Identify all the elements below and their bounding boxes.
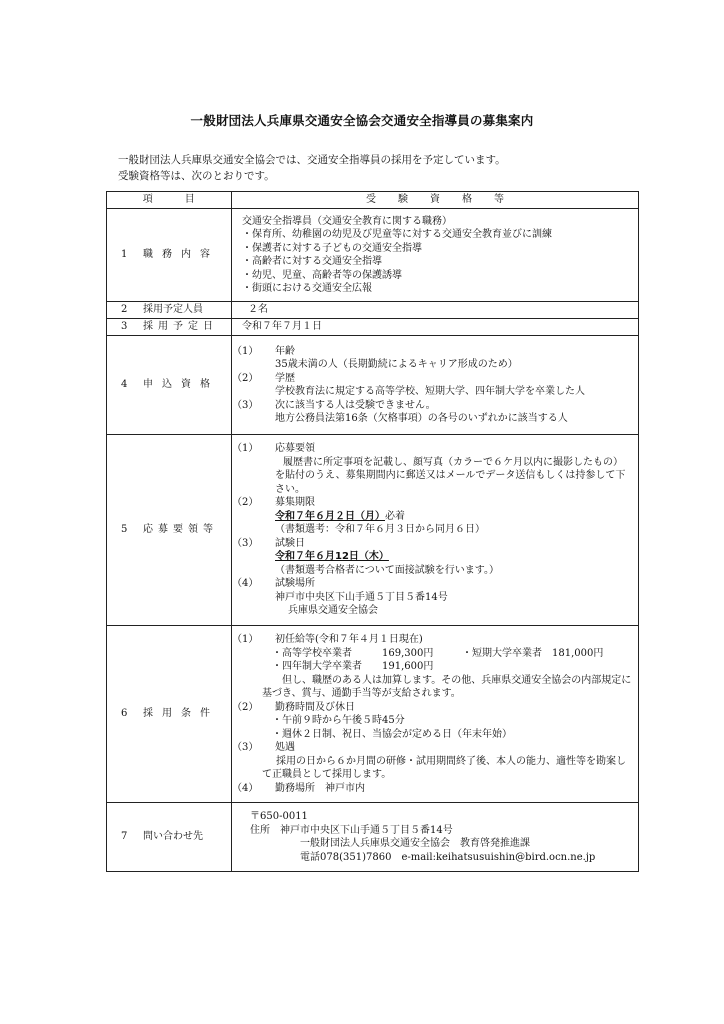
table-row: [107, 319, 639, 336]
row-label: 5 応募要領等: [107, 435, 232, 626]
row-content: （1） 初任給等(令和７年４月１日現在) ・高等学校卒業者 169,300円 ・短期大学卒業者 181,000円 ・四年制大学卒業者 191,600円 但し、職歴のある人は加算します。その他、兵庫県交通安全協会の内部規定に基づき、賞与、通勤手当等が支給されます。 （2） 勤務時間及び休日 ・午前９時から午後５時45分 ・週休２日制、祝日、当協会が定める日（年末年始） （3） 処遇 採用の日から６か月間の研修・試用期間終了後、本人の能力、適性等を勘案して正職員として採用します。 （4） 勤務場所 神戸市内: [232, 626, 639, 803]
row-content: ２名: [232, 302, 639, 319]
table-row: [107, 626, 639, 803]
page-title: 一般財団法人兵庫県交通安全協会交通安全指導員の募集案内: [190, 113, 534, 128]
intro-line-2: 受験資格等は、次のとおりです。: [118, 170, 275, 182]
requirements-table: [106, 191, 639, 872]
table-row: [107, 209, 639, 302]
row-content: 令和７年７月１日: [232, 319, 639, 336]
row-label: 6 採用条件: [107, 626, 232, 803]
table-row: [107, 803, 639, 872]
deadline-date: 令和７年６月２日（月）: [275, 510, 385, 522]
row-label: 3 採用予定日: [107, 319, 232, 336]
row-label: 1 職務内容: [107, 209, 232, 302]
row-label: 4 申込資格: [107, 336, 232, 435]
row-content: 交通安全指導員（交通安全教育に関する職務） ・保育所、幼稚園の幼児及び児童等に対する交通安全教育並びに訓練 ・保護者に対する子どもの交通安全指導 ・高齢者に対する交通安全指導 ・幼児、児童、高齢者等の保護誘導 ・街頭における交通安全広報: [232, 209, 639, 302]
row-label: 7 問い合わせ先: [107, 803, 232, 872]
table-row: [107, 336, 639, 435]
header-item: 項 目: [107, 192, 232, 209]
row-content: （1） 応募要領 履歴書に所定事項を記載し、顔写真（カラーで６ケ月以内に撮影したもの）を貼付のうえ、募集期間内に郵送又はメールでデータ送信もしくは持参して下さい。 （2） 募集期限 令和７年６月２日（月）必着 （書類選考：令和７年６月３日から同月６日） （3） 試験日 令和７年６月12日（木） （書類選考合格者について面接試験を行います。） （4） 試験場所 神戸市中央区下山手通５丁目５番14号 兵庫県交通安全協会: [232, 435, 639, 626]
table-row: [107, 435, 639, 626]
row-content: 〒650-0011 住所 神戸市中央区下山手通５丁目５番14号 一般財団法人兵庫県交通安全協会 教育啓発推進課 電話078(351)7860 e-mail:keihatsusuishin@bird.ocn.ne.jp: [232, 803, 639, 872]
intro-text: [118, 152, 506, 184]
intro-line-1: 一般財団法人兵庫県交通安全協会では、交通安全指導員の採用を予定しています。: [118, 154, 506, 166]
table-row: [107, 302, 639, 319]
row-content: （1） 年齢 35歳未満の人（長期勤続によるキャリア形成のため） （2） 学歴 学校教育法に規定する高等学校、短期大学、四年制大学を卒業した人 （3） 次に該当する人は受験できません。 地方公務員法第16条（欠格事項）の各号のいずれかに該当する人: [232, 336, 639, 435]
exam-date: 令和７年６月12日（木）: [275, 551, 389, 563]
header-requirement: 受験資格等: [232, 192, 639, 209]
row-label: 2 採用予定人員: [107, 302, 232, 319]
table-header-row: [107, 192, 639, 209]
